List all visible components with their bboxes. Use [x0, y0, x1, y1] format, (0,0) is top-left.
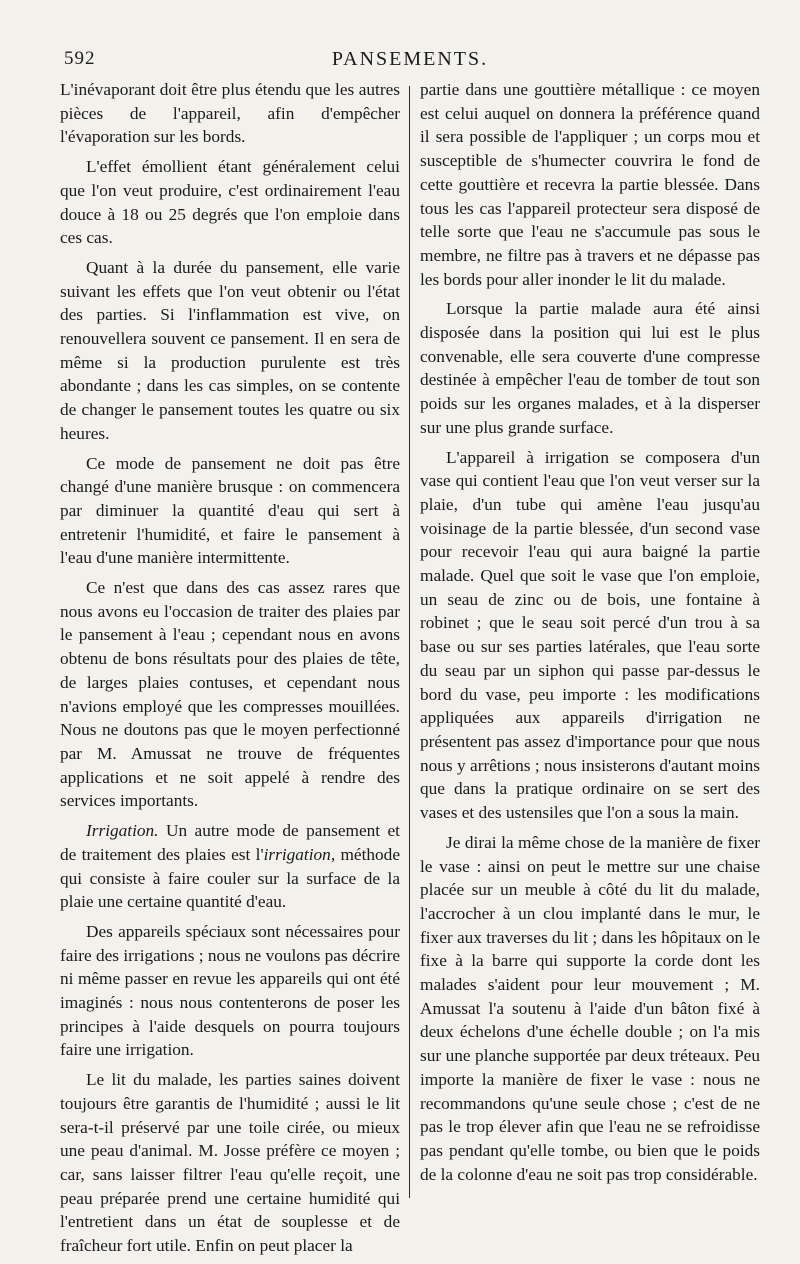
right-column [420, 78, 760, 1192]
running-title: PANSEMENTS. [331, 48, 489, 70]
paragraph: partie dans une gouttière métallique : ce moyen est celui auquel on donnera la préférence quand il sera possible de l'appliquer ; un corps mou et susceptible de s'humecter couvrira le fond de cette gouttière et recevra la partie blessée. Dans tous les cas l'appareil protecteur sera disposé de telle sorte que l'eau ne s'accumule pas sous le membre, ne filtre pas à travers et ne dépasse pas les bords pour aller inonder le lit du malade. [420, 80, 760, 289]
paragraph: Le lit du malade, les parties saines doivent toujours être garantis de l'humidité ; aussi le lit sera-t-il préservé par une toile cirée, ou mieux une peau d'animal. M. Josse préfère ce moyen ; car, sans laisser filtrer l'eau qu'elle reçoit, une peau préparée prend une certaine humidité qui l'entretient dans un état de souplesse et de fraîcheur fort utile. Enfin on peut placer la [60, 1070, 400, 1256]
page-header [60, 48, 760, 76]
paragraph-irrigation: Irrigation. Un autre mode de pansement et de traitement des plaies est l'irrigation, méthode qui consiste à faire couler sur la surface de la plaie une certaine quantité d'eau. [60, 821, 400, 912]
section-heading: Irrigation. [86, 821, 159, 841]
term-irrigation: irrigation [263, 844, 331, 864]
paragraph: Des appareils spéciaux sont nécessaires pour faire des irrigations ; nous ne voulons pas décrire ni même passer en revue les appareils qui ont été imaginés : nous nous contenterons de poser les principes à l'aide desquels on pourra toujours faire une irrigation. [60, 921, 400, 1060]
paragraph: L'inévaporant doit être plus étendu que les autres pièces de l'appareil, afin d'empêcher l'évaporation sur les bords. [60, 80, 400, 147]
paragraph: Ce n'est que dans des cas assez rares que nous avons eu l'occasion de traiter des plaies par le pansement à l'eau ; cependant nous en avons obtenu de bons résultats pour des plaies de tête, de larges plaies contuses, et cependant nous n'avions employé que les compresses mouillées. Nous ne doutons pas que le moyen perfectionné par M. Amussat ne trouve de fréquentes applications et ne soit appelé à rendre des services importants. [60, 578, 400, 811]
column-divider [409, 86, 410, 1198]
left-column [60, 78, 400, 1264]
paragraph: Lorsque la partie malade aura été ainsi disposée dans la position qui lui est le plus convenable, elle sera couverte d'une compresse destinée à empêcher l'eau de tomber de tout son poids sur les organes malades, et à la disperser sur une plus grande surface. [420, 299, 760, 437]
paragraph: L'appareil à irrigation se composera d'un vase qui contient l'eau que l'on veut verser sur la plaie, d'un tube qui amène l'eau jusqu'au voisinage de la partie blessée, d'un second vase pour recevoir l'eau qui aura baigné la partie malade. Quel que soit le vase que l'on emploie, un seau de zinc ou de bois, une fontaine à robinet ; que le seau soit percé d'un trou à sa base ou sur ses parties latérales, que l'eau sorte du seau par un siphon qui passe par-dessus le bord du vase, peu importe : les modifications appliquées aux appareils d'irrigation ne présentent pas assez d'importance pour que nous nous y arrêtions ; nous insisterons d'autant moins que dans la pratique ordinaire on se sert des vases et des ustensiles que l'on a sous la main. [420, 447, 760, 823]
paragraph: L'effet émollient étant généralement celui que l'on veut produire, c'est ordinairement l'eau douce à 18 ou 25 degrés que l'on emploie dans ces cas. [60, 157, 400, 248]
paragraph: Je dirai la même chose de la manière de fixer le vase : ainsi on peut le mettre sur une chaise placée sur un meuble à côté du lit du malade, l'accrocher à un clou implanté dans le mur, le fixer aux traverses du lit ; dans les hôpitaux on le fixe à la barre qui supporte la corde dont les malades s'aident pour leur mouvement ; M. Amussat l'a soutenu à l'aide d'un bâton fixé à deux échelons d'une échelle double ; on l'a mis sur une planche supportée par deux tréteaux. Peu importe la manière de fixer le vase : nous ne recommandons qu'une seule chose ; c'est de ne pas le trop élever afin que l'eau ne se refroidisse pas pendant qu'elle tombe, ou bien que le poids de la colonne d'eau ne soit pas trop considérable. [420, 832, 760, 1184]
paragraph: Ce mode de pansement ne doit pas être changé d'une manière brusque : on commencera par diminuer la quantité d'eau qui sert à entretenir l'humidité, et faire le pansement à l'eau d'une manière intermittente. [60, 453, 400, 568]
paragraph: Quant à la durée du pansement, elle varie suivant les effets que l'on veut obtenir ou l'état des parties. Si l'inflammation est vive, on renouvellera souvent ce pansement. Il en sera de même si la production purulente est très abondante ; dans les cas simples, on se contente de changer le pansement toutes les quatre ou six heures. [60, 257, 400, 443]
page-number: 592 [64, 48, 96, 69]
